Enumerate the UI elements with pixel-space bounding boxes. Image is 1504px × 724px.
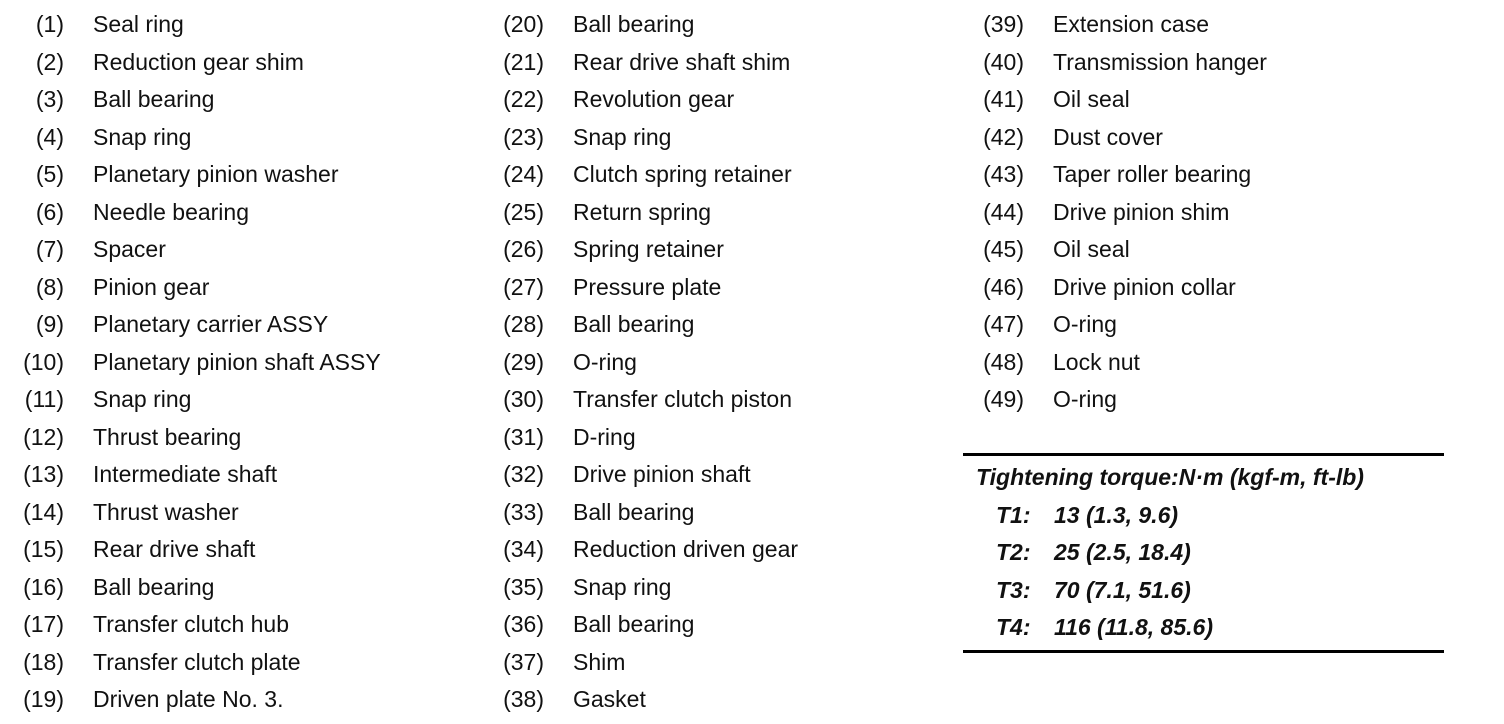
part-number: (19) bbox=[23, 686, 64, 712]
part-item bbox=[18, 269, 210, 307]
part-name: Rear drive shaft bbox=[93, 536, 256, 562]
part-number: (20) bbox=[503, 11, 544, 37]
part-name: Drive pinion collar bbox=[1053, 273, 1236, 300]
part-name: Ball bearing bbox=[93, 86, 215, 112]
part-name: Reduction driven gear bbox=[573, 536, 799, 562]
part-item bbox=[978, 269, 1236, 307]
part-item bbox=[498, 231, 724, 269]
part-name: Thrust washer bbox=[93, 498, 239, 525]
part-number: (2) bbox=[35, 48, 64, 75]
part-name: Clutch spring retainer bbox=[573, 161, 792, 187]
part-name: Oil seal bbox=[1053, 86, 1130, 112]
part-item bbox=[978, 81, 1130, 119]
part-name: Needle bearing bbox=[93, 198, 250, 225]
part-name: Spring retainer bbox=[573, 236, 724, 262]
part-item bbox=[18, 381, 192, 419]
part-item bbox=[978, 231, 1130, 269]
part-item bbox=[498, 381, 793, 419]
part-item bbox=[18, 419, 242, 457]
tightening-torque-table bbox=[963, 453, 1444, 653]
parts-column-2 bbox=[498, 6, 799, 719]
part-number: (31) bbox=[503, 423, 544, 450]
part-item bbox=[498, 531, 799, 569]
torque-value: 70 (7.1, 51.6) bbox=[1054, 576, 1191, 603]
part-item bbox=[18, 494, 239, 532]
part-item bbox=[498, 419, 636, 457]
part-name: Ball bearing bbox=[573, 611, 695, 637]
part-name: Ball bearing bbox=[93, 573, 215, 600]
part-number: (42) bbox=[983, 123, 1024, 150]
part-name: Rear drive shaft shim bbox=[573, 48, 791, 75]
part-item bbox=[18, 456, 278, 494]
part-item bbox=[978, 194, 1230, 232]
part-number: (39) bbox=[983, 11, 1024, 37]
part-name: Pinion gear bbox=[93, 273, 210, 300]
part-name: Spacer bbox=[93, 236, 166, 262]
part-number: (11) bbox=[24, 386, 64, 412]
part-name: O-ring bbox=[1053, 386, 1117, 412]
part-item bbox=[18, 306, 329, 344]
part-number: (29) bbox=[503, 348, 544, 375]
part-name: Transfer clutch hub bbox=[93, 611, 290, 637]
part-item bbox=[18, 81, 215, 119]
part-item bbox=[498, 681, 646, 719]
part-item bbox=[978, 44, 1267, 82]
part-item bbox=[978, 6, 1209, 44]
part-item bbox=[498, 494, 695, 532]
part-number: (10) bbox=[23, 348, 64, 375]
part-number: (7) bbox=[35, 236, 64, 262]
part-name: Ball bearing bbox=[573, 498, 695, 525]
part-name: O-ring bbox=[573, 348, 637, 375]
part-item bbox=[498, 456, 751, 494]
part-number: (30) bbox=[503, 386, 544, 412]
part-name: Intermediate shaft bbox=[93, 461, 278, 487]
parts-column-1 bbox=[18, 6, 381, 719]
part-number: (33) bbox=[503, 498, 544, 525]
torque-value: 25 (2.5, 18.4) bbox=[1054, 539, 1191, 565]
part-name: Dust cover bbox=[1053, 123, 1163, 150]
part-item bbox=[498, 306, 695, 344]
part-number: (26) bbox=[503, 236, 544, 262]
part-number: (8) bbox=[35, 273, 64, 300]
part-number: (3) bbox=[35, 86, 64, 112]
part-item bbox=[18, 119, 192, 157]
part-name: Planetary pinion washer bbox=[93, 161, 339, 187]
torque-key: T1: bbox=[996, 501, 1031, 528]
part-name: Taper roller bearing bbox=[1053, 161, 1252, 187]
part-item bbox=[18, 231, 166, 269]
part-name: Gasket bbox=[573, 686, 646, 712]
part-name: Thrust bearing bbox=[93, 423, 242, 450]
part-name: Seal ring bbox=[93, 11, 184, 37]
part-name: Snap ring bbox=[573, 573, 672, 600]
part-item bbox=[18, 194, 250, 232]
part-item bbox=[978, 344, 1140, 382]
part-item bbox=[498, 6, 695, 44]
part-item bbox=[498, 606, 695, 644]
part-item bbox=[978, 156, 1252, 194]
part-item bbox=[18, 569, 215, 607]
part-number: (15) bbox=[23, 536, 64, 562]
part-name: Drive pinion shaft bbox=[573, 461, 751, 487]
part-item bbox=[498, 81, 735, 119]
part-item bbox=[498, 569, 672, 607]
part-item bbox=[978, 381, 1117, 419]
part-number: (1) bbox=[35, 11, 64, 37]
part-item bbox=[18, 606, 290, 644]
part-number: (32) bbox=[503, 461, 544, 487]
part-item bbox=[18, 644, 301, 682]
part-number: (38) bbox=[503, 686, 544, 712]
part-item bbox=[498, 156, 792, 194]
torque-row bbox=[963, 497, 1444, 535]
part-name: Transfer clutch plate bbox=[93, 648, 301, 675]
part-number: (41) bbox=[983, 86, 1024, 112]
part-number: (25) bbox=[503, 198, 544, 225]
part-name: Transmission hanger bbox=[1053, 48, 1267, 75]
part-name: Reduction gear shim bbox=[93, 48, 304, 75]
part-name: Ball bearing bbox=[573, 11, 695, 37]
part-number: (12) bbox=[23, 423, 64, 450]
part-number: (24) bbox=[503, 161, 544, 187]
part-number: (40) bbox=[983, 48, 1024, 75]
part-item bbox=[498, 344, 637, 382]
part-number: (34) bbox=[503, 536, 544, 562]
part-name: Return spring bbox=[573, 198, 712, 225]
part-number: (5) bbox=[35, 161, 64, 187]
part-item bbox=[498, 644, 626, 682]
torque-row bbox=[963, 572, 1444, 610]
part-number: (43) bbox=[983, 161, 1024, 187]
torque-key: T3: bbox=[996, 576, 1031, 603]
part-number: (35) bbox=[503, 573, 544, 600]
part-item bbox=[18, 6, 184, 44]
part-name: Pressure plate bbox=[573, 273, 722, 300]
part-number: (47) bbox=[983, 311, 1024, 337]
torque-table-title: Tightening torque:N·m (kgf-m, ft-lb) bbox=[976, 464, 1364, 490]
part-number: (48) bbox=[983, 348, 1024, 375]
part-item bbox=[498, 194, 712, 232]
part-name: Revolution gear bbox=[573, 86, 735, 112]
part-number: (27) bbox=[503, 273, 544, 300]
torque-row bbox=[963, 609, 1444, 647]
part-name: Planetary carrier ASSY bbox=[93, 311, 329, 337]
torque-value: 116 (11.8, 85.6) bbox=[1054, 614, 1213, 640]
part-name: Ball bearing bbox=[573, 311, 695, 337]
part-name: Snap ring bbox=[93, 123, 192, 150]
parts-column-3 bbox=[978, 6, 1267, 419]
part-number: (45) bbox=[983, 236, 1024, 262]
part-item bbox=[18, 531, 256, 569]
part-name: Oil seal bbox=[1053, 236, 1130, 262]
part-number: (4) bbox=[35, 123, 64, 150]
part-number: (49) bbox=[983, 386, 1024, 412]
torque-key: T2: bbox=[996, 539, 1031, 565]
part-name: Drive pinion shim bbox=[1053, 198, 1230, 225]
part-name: Transfer clutch piston bbox=[573, 386, 793, 412]
part-item bbox=[498, 119, 672, 157]
part-name: O-ring bbox=[1053, 311, 1117, 337]
part-number: (14) bbox=[23, 498, 64, 525]
part-item bbox=[978, 119, 1163, 157]
part-item bbox=[498, 44, 791, 82]
torque-row bbox=[963, 534, 1444, 572]
part-number: (44) bbox=[983, 198, 1024, 225]
part-item bbox=[18, 44, 304, 82]
torque-key: T4: bbox=[996, 614, 1031, 640]
part-number: (9) bbox=[35, 311, 64, 337]
part-name: Extension case bbox=[1053, 11, 1209, 37]
part-number: (22) bbox=[503, 86, 544, 112]
part-item bbox=[978, 306, 1117, 344]
part-number: (37) bbox=[503, 648, 544, 675]
part-number: (23) bbox=[503, 123, 544, 150]
part-number: (36) bbox=[503, 611, 544, 637]
part-name: Lock nut bbox=[1053, 348, 1140, 375]
part-number: (46) bbox=[983, 273, 1024, 300]
part-item bbox=[18, 344, 381, 382]
part-name: Snap ring bbox=[93, 386, 192, 412]
part-item bbox=[18, 681, 284, 719]
part-number: (28) bbox=[503, 311, 544, 337]
part-number: (16) bbox=[23, 573, 64, 600]
part-name: Driven plate No. 3. bbox=[93, 686, 284, 712]
part-name: Planetary pinion shaft ASSY bbox=[93, 348, 381, 375]
part-number: (13) bbox=[23, 461, 64, 487]
part-number: (6) bbox=[35, 198, 64, 225]
part-number: (21) bbox=[503, 48, 544, 75]
part-name: D-ring bbox=[573, 423, 636, 450]
part-number: (18) bbox=[23, 648, 64, 675]
part-name: Snap ring bbox=[573, 123, 672, 150]
torque-value: 13 (1.3, 9.6) bbox=[1054, 501, 1179, 528]
part-number: (17) bbox=[23, 611, 64, 637]
part-item bbox=[498, 269, 722, 307]
part-item bbox=[18, 156, 339, 194]
part-name: Shim bbox=[573, 648, 626, 675]
